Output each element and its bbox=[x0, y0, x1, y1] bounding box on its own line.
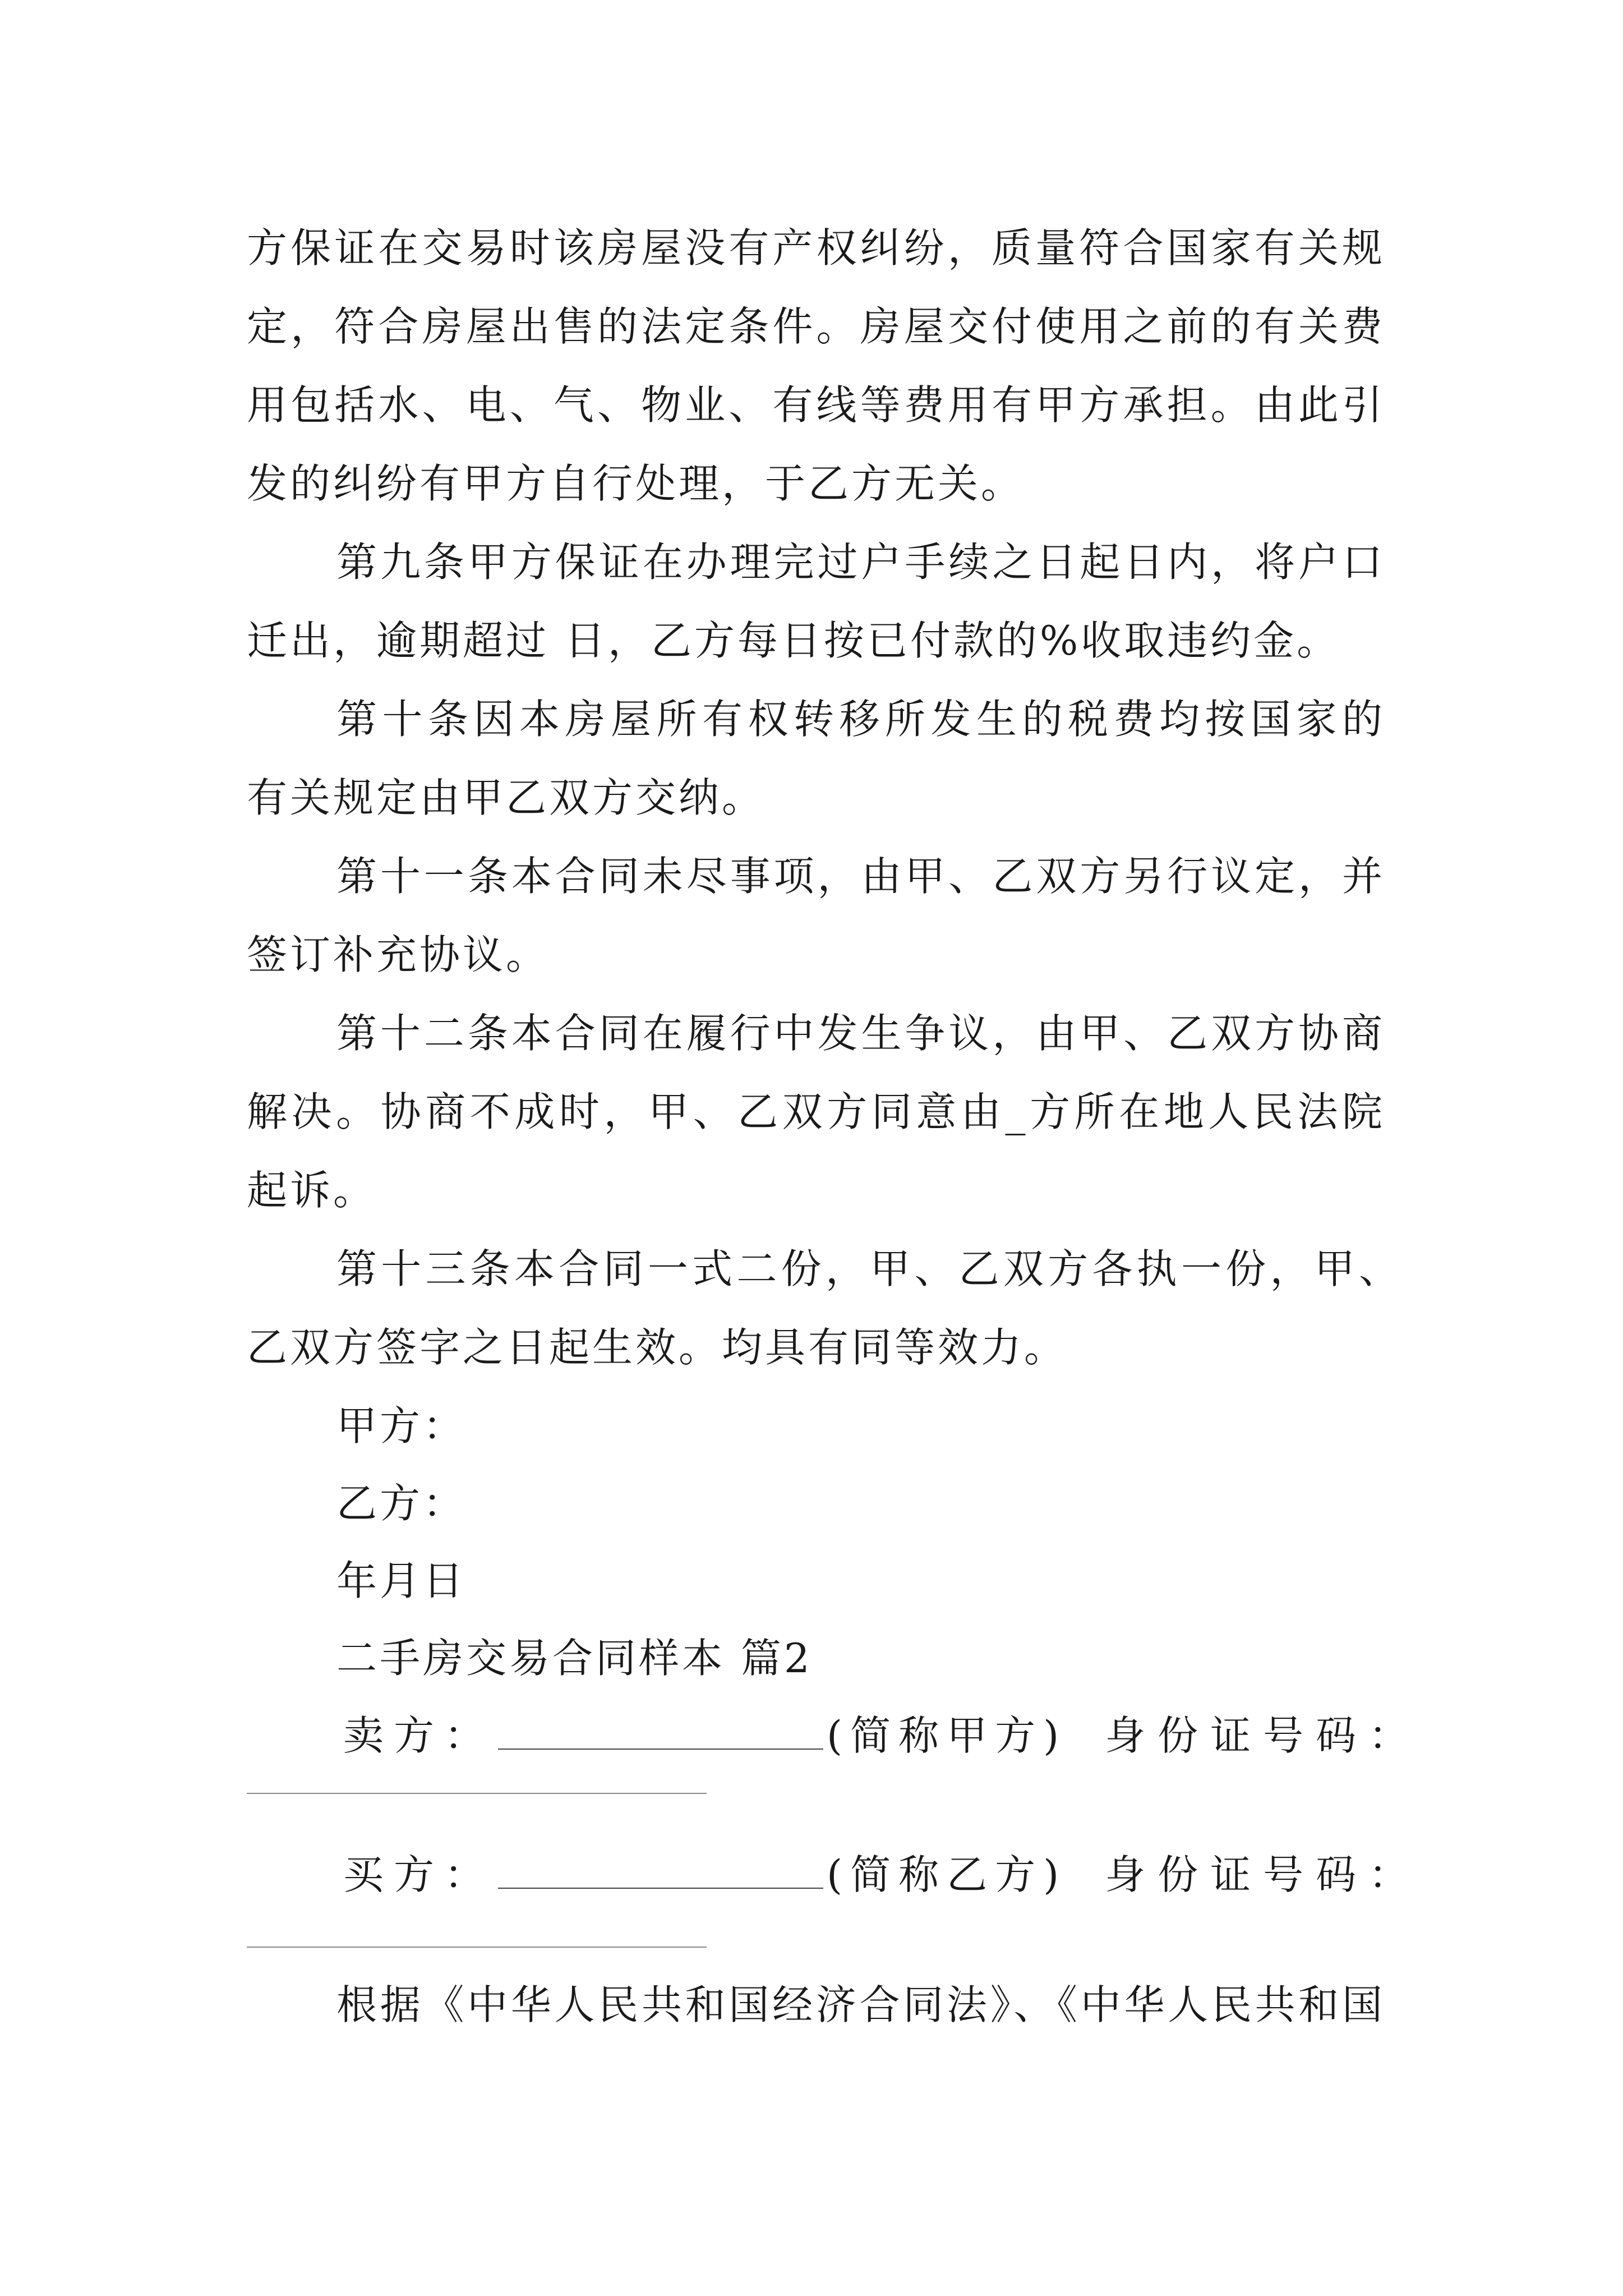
article-9-line: 迁出，逾期超过 日，乙方每日按已付款的%收取违约金。 bbox=[247, 617, 1340, 664]
party-a-signature: 甲方： bbox=[336, 1402, 467, 1450]
article-10-line: 有关规定由甲乙双方交纳。 bbox=[247, 774, 766, 821]
article-12-line: 第十二条本合同在履行中发生争议，由甲、乙双方协商 bbox=[336, 1010, 1385, 1057]
paragraph-line: 发的纠纷有甲方自行处理，于乙方无关。 bbox=[247, 460, 1025, 507]
seller-line bbox=[343, 1708, 1422, 1764]
party-b-signature: 乙方： bbox=[336, 1480, 467, 1527]
paragraph-line: 根据《中华人民共和国经济合同法》、《中华人民共和国 bbox=[336, 1981, 1385, 2028]
signature-date: 年月日 bbox=[336, 1557, 467, 1604]
buyer-name-blank bbox=[498, 1854, 823, 1889]
buyer-label: 买方： bbox=[343, 1851, 495, 1898]
buyer-line bbox=[343, 1847, 1422, 1903]
seller-id-label: 身份证号码： bbox=[1105, 1712, 1422, 1759]
article-12-line: 解决。协商不成时，甲、乙双方同意由_方所在地人民法院 bbox=[247, 1088, 1385, 1135]
seller-id-blank bbox=[247, 1793, 707, 1794]
seller-abbr: (简称甲方) bbox=[827, 1712, 1067, 1759]
buyer-id-label: 身份证号码： bbox=[1105, 1851, 1422, 1898]
seller-label: 卖方： bbox=[343, 1712, 495, 1759]
article-12-line: 起诉。 bbox=[247, 1167, 377, 1214]
article-11-line: 第十一条本合同未尽事项，由甲、乙双方另行议定，并 bbox=[336, 853, 1385, 900]
section-title: 二手房交易合同样本 篇2 bbox=[336, 1635, 813, 1682]
article-10-line: 第十条因本房屋所有权转移所发生的税费均按国家的 bbox=[336, 696, 1385, 743]
seller-name-blank bbox=[498, 1715, 823, 1750]
article-11-line: 签订补充协议。 bbox=[247, 931, 550, 978]
paragraph-line: 用包括水、电、气、物业、有线等费用有甲方承担。由此引 bbox=[247, 381, 1385, 429]
buyer-abbr: (简称乙方) bbox=[827, 1851, 1067, 1898]
article-9-line: 第九条甲方保证在办理完过户手续之日起日内，将户口 bbox=[336, 539, 1385, 586]
article-13-line: 第十三条本合同一式二份，甲、乙双方各执一份，甲、 bbox=[336, 1245, 1402, 1292]
buyer-id-blank bbox=[247, 1947, 707, 1948]
paragraph-line: 定，符合房屋出售的法定条件。房屋交付使用之前的有关费 bbox=[247, 303, 1385, 350]
article-13-line: 乙双方签字之日起生效。均具有同等效力。 bbox=[247, 1324, 1068, 1371]
paragraph-line: 方保证在交易时该房屋没有产权纠纷，质量符合国家有关规 bbox=[247, 224, 1385, 272]
